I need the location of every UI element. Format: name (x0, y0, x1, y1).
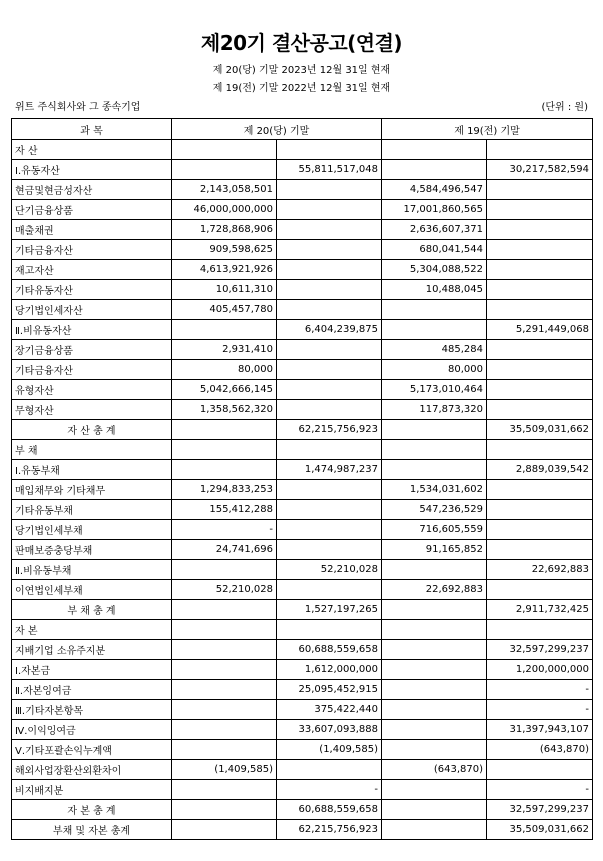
current-detail-value: 2,143,058,501 (172, 180, 277, 200)
table-row (12, 160, 593, 180)
current-subtotal-value (277, 260, 382, 280)
period-current: 제 20(당) 기말 2023년 12월 31일 현재 (212, 65, 391, 76)
current-detail-value (172, 800, 277, 820)
account-name: 현금및현금성자산 (12, 180, 172, 200)
prior-subtotal-value (487, 540, 593, 560)
prior-detail-value: 22,692,883 (382, 580, 487, 600)
prior-subtotal-value (487, 440, 593, 460)
table-row (12, 540, 593, 560)
account-name: 재고자산 (12, 260, 172, 280)
prior-detail-value: 5,173,010,464 (382, 380, 487, 400)
prior-detail-value (382, 160, 487, 180)
table-row (12, 200, 593, 220)
account-name: Ⅱ.비유동자산 (12, 320, 172, 340)
current-subtotal-value (277, 620, 382, 640)
current-subtotal-value: 62,215,756,923 (277, 420, 382, 440)
table-row (12, 340, 593, 360)
account-name: 무형자산 (12, 400, 172, 420)
prior-subtotal-value (487, 300, 593, 320)
account-name: 단기금융상품 (12, 200, 172, 220)
table-row (12, 280, 593, 300)
prior-subtotal-value: - (487, 700, 593, 720)
prior-subtotal-value: 30,217,582,594 (487, 160, 593, 180)
table-row (12, 300, 593, 320)
prior-subtotal-value: 5,291,449,068 (487, 320, 593, 340)
prior-detail-value (382, 320, 487, 340)
current-subtotal-value: 1,474,987,237 (277, 460, 382, 480)
table-row (12, 400, 593, 420)
prior-subtotal-value: - (487, 780, 593, 800)
prior-detail-value (382, 420, 487, 440)
prior-subtotal-value (487, 220, 593, 240)
current-subtotal-value (277, 540, 382, 560)
table-body (12, 140, 593, 840)
prior-subtotal-value: 22,692,883 (487, 560, 593, 580)
current-detail-value (172, 720, 277, 740)
current-subtotal-value: 60,688,559,658 (277, 640, 382, 660)
current-detail-value: 52,210,028 (172, 580, 277, 600)
account-name: 기타금융자산 (12, 360, 172, 380)
header-current-period: 제 20(당) 기말 (172, 119, 382, 140)
prior-subtotal-value (487, 180, 593, 200)
account-name: 장기금융상품 (12, 340, 172, 360)
prior-detail-value (382, 640, 487, 660)
account-name: Ⅲ.기타자본항목 (12, 700, 172, 720)
prior-subtotal-value (487, 360, 593, 380)
current-detail-value: 1,358,562,320 (172, 400, 277, 420)
prior-detail-value: 1,534,031,602 (382, 480, 487, 500)
account-name: 기타유동자산 (12, 280, 172, 300)
current-subtotal-value (277, 440, 382, 460)
current-detail-value (172, 680, 277, 700)
account-name: 당기법인세부채 (12, 520, 172, 540)
prior-detail-value: 5,304,088,522 (382, 260, 487, 280)
current-detail-value: (1,409,585) (172, 760, 277, 780)
prior-detail-value: 91,165,852 (382, 540, 487, 560)
table-row (12, 740, 593, 760)
account-name: Ⅱ.자본잉여금 (12, 680, 172, 700)
current-detail-value: 80,000 (172, 360, 277, 380)
current-subtotal-value (277, 240, 382, 260)
prior-subtotal-value: 31,397,943,107 (487, 720, 593, 740)
current-detail-value: 155,412,288 (172, 500, 277, 520)
current-subtotal-value (277, 520, 382, 540)
current-subtotal-value: 1,612,000,000 (277, 660, 382, 680)
prior-detail-value: 10,488,045 (382, 280, 487, 300)
prior-subtotal-value: 32,597,299,237 (487, 640, 593, 660)
table-row (12, 560, 593, 580)
prior-detail-value: 80,000 (382, 360, 487, 380)
account-name: Ⅳ.이익잉여금 (12, 720, 172, 740)
account-name: 유형자산 (12, 380, 172, 400)
account-name: Ⅴ.기타포괄손익누계액 (12, 740, 172, 760)
account-name: 기타유동부채 (12, 500, 172, 520)
current-detail-value: 10,611,310 (172, 280, 277, 300)
table-row (12, 360, 593, 380)
current-detail-value: 405,457,780 (172, 300, 277, 320)
current-subtotal-value (277, 760, 382, 780)
current-detail-value (172, 420, 277, 440)
table-row (12, 580, 593, 600)
prior-subtotal-value (487, 240, 593, 260)
current-detail-value: 1,294,833,253 (172, 480, 277, 500)
prior-detail-value: 547,236,529 (382, 500, 487, 520)
prior-detail-value (382, 560, 487, 580)
current-detail-value (172, 740, 277, 760)
prior-detail-value (382, 820, 487, 840)
account-name: 자 산 (12, 140, 172, 160)
current-subtotal-value: 33,607,093,888 (277, 720, 382, 740)
current-detail-value: 46,000,000,000 (172, 200, 277, 220)
account-name: 이연법인세부채 (12, 580, 172, 600)
current-subtotal-value (277, 300, 382, 320)
table-row (12, 240, 593, 260)
current-subtotal-value: - (277, 780, 382, 800)
current-detail-value (172, 700, 277, 720)
current-subtotal-value (277, 340, 382, 360)
account-name: 판매보증충당부채 (12, 540, 172, 560)
document-title: 제20기 결산공고(연결) (200, 31, 403, 55)
table-row (12, 700, 593, 720)
current-subtotal-value: (1,409,585) (277, 740, 382, 760)
current-detail-value: 24,741,696 (172, 540, 277, 560)
current-subtotal-value: 60,688,559,658 (277, 800, 382, 820)
current-subtotal-value (277, 280, 382, 300)
current-detail-value (172, 560, 277, 580)
current-detail-value (172, 460, 277, 480)
account-name: 기타금융자산 (12, 240, 172, 260)
current-subtotal-value (277, 580, 382, 600)
prior-detail-value (382, 620, 487, 640)
account-name: 매입채무와 기타채무 (12, 480, 172, 500)
prior-detail-value: (643,870) (382, 760, 487, 780)
balance-sheet-table (11, 118, 593, 840)
prior-detail-value (382, 800, 487, 820)
current-detail-value (172, 640, 277, 660)
prior-subtotal-value (487, 580, 593, 600)
account-name: Ⅰ.자본금 (12, 660, 172, 680)
prior-detail-value (382, 660, 487, 680)
table-row (12, 260, 593, 280)
current-subtotal-value (277, 200, 382, 220)
current-subtotal-value (277, 480, 382, 500)
prior-detail-value: 2,636,607,371 (382, 220, 487, 240)
current-detail-value (172, 140, 277, 160)
current-subtotal-value (277, 400, 382, 420)
prior-subtotal-value (487, 140, 593, 160)
current-detail-value: 4,613,921,926 (172, 260, 277, 280)
current-detail-value (172, 600, 277, 620)
table-row (12, 640, 593, 660)
account-name: Ⅱ.비유동부채 (12, 560, 172, 580)
prior-subtotal-value: - (487, 680, 593, 700)
table-row (12, 820, 593, 840)
period-prior: 제 19(전) 기말 2022년 12월 31일 현재 (212, 83, 391, 94)
table-row (12, 600, 593, 620)
prior-detail-value (382, 600, 487, 620)
table-row (12, 380, 593, 400)
current-detail-value (172, 780, 277, 800)
current-subtotal-value (277, 360, 382, 380)
table-row (12, 220, 593, 240)
prior-detail-value (382, 440, 487, 460)
account-name: 자 본 총 계 (12, 800, 172, 820)
prior-detail-value (382, 680, 487, 700)
table-row (12, 760, 593, 780)
prior-subtotal-value (487, 620, 593, 640)
account-name: 매출채권 (12, 220, 172, 240)
current-detail-value (172, 620, 277, 640)
current-detail-value (172, 320, 277, 340)
current-subtotal-value (277, 500, 382, 520)
prior-subtotal-value: 32,597,299,237 (487, 800, 593, 820)
prior-subtotal-value (487, 380, 593, 400)
current-subtotal-value: 1,527,197,265 (277, 600, 382, 620)
table-row (12, 140, 593, 160)
prior-detail-value: 716,605,559 (382, 520, 487, 540)
table-row (12, 460, 593, 480)
table-row (12, 720, 593, 740)
current-detail-value: 1,728,868,906 (172, 220, 277, 240)
prior-detail-value (382, 140, 487, 160)
current-subtotal-value: 55,811,517,048 (277, 160, 382, 180)
account-name: 부 채 총 계 (12, 600, 172, 620)
current-detail-value (172, 660, 277, 680)
prior-detail-value (382, 720, 487, 740)
table-row (12, 660, 593, 680)
table-row (12, 500, 593, 520)
current-subtotal-value (277, 220, 382, 240)
prior-detail-value (382, 780, 487, 800)
unit-label: (단위 : 원) (541, 102, 588, 113)
prior-subtotal-value (487, 400, 593, 420)
account-name: 부채 및 자본 총계 (12, 820, 172, 840)
table-row (12, 440, 593, 460)
table-header-row (12, 119, 593, 140)
prior-subtotal-value (487, 340, 593, 360)
current-subtotal-value: 62,215,756,923 (277, 820, 382, 840)
prior-subtotal-value (487, 500, 593, 520)
account-name: 자 본 (12, 620, 172, 640)
prior-subtotal-value: (643,870) (487, 740, 593, 760)
current-detail-value (172, 440, 277, 460)
current-subtotal-value: 52,210,028 (277, 560, 382, 580)
account-name: Ⅰ.유동자산 (12, 160, 172, 180)
prior-detail-value: 117,873,320 (382, 400, 487, 420)
prior-detail-value (382, 300, 487, 320)
current-detail-value (172, 820, 277, 840)
prior-detail-value: 485,284 (382, 340, 487, 360)
prior-subtotal-value: 35,509,031,662 (487, 420, 593, 440)
current-subtotal-value (277, 180, 382, 200)
current-detail-value: 909,598,625 (172, 240, 277, 260)
prior-subtotal-value: 2,889,039,542 (487, 460, 593, 480)
prior-subtotal-value (487, 280, 593, 300)
prior-subtotal-value: 1,200,000,000 (487, 660, 593, 680)
prior-subtotal-value (487, 260, 593, 280)
table-row (12, 680, 593, 700)
current-detail-value: 5,042,666,145 (172, 380, 277, 400)
account-name: 해외사업장환산외환차이 (12, 760, 172, 780)
table-row (12, 780, 593, 800)
current-subtotal-value (277, 140, 382, 160)
prior-subtotal-value (487, 760, 593, 780)
prior-detail-value (382, 460, 487, 480)
company-name: 위트 주식회사와 그 종속기업 (15, 102, 141, 113)
prior-detail-value: 17,001,860,565 (382, 200, 487, 220)
table-row (12, 480, 593, 500)
current-subtotal-value: 6,404,239,875 (277, 320, 382, 340)
table-row (12, 520, 593, 540)
prior-detail-value: 680,041,544 (382, 240, 487, 260)
prior-subtotal-value: 2,911,732,425 (487, 600, 593, 620)
current-detail-value: 2,931,410 (172, 340, 277, 360)
current-subtotal-value (277, 380, 382, 400)
header-account: 과 목 (12, 119, 172, 140)
current-subtotal-value: 25,095,452,915 (277, 680, 382, 700)
prior-subtotal-value (487, 480, 593, 500)
header-prior-period: 제 19(전) 기말 (382, 119, 593, 140)
prior-subtotal-value (487, 520, 593, 540)
table-row (12, 800, 593, 820)
current-detail-value (172, 160, 277, 180)
account-name: 부 채 (12, 440, 172, 460)
current-detail-value: - (172, 520, 277, 540)
account-name: 비지배지분 (12, 780, 172, 800)
current-subtotal-value: 375,422,440 (277, 700, 382, 720)
account-name: 자 산 총 계 (12, 420, 172, 440)
prior-detail-value: 4,584,496,547 (382, 180, 487, 200)
prior-detail-value (382, 740, 487, 760)
account-name: 지배기업 소유주지분 (12, 640, 172, 660)
table-row (12, 320, 593, 340)
table-row (12, 420, 593, 440)
prior-subtotal-value: 35,509,031,662 (487, 820, 593, 840)
account-name: Ⅰ.유동부채 (12, 460, 172, 480)
table-row (12, 180, 593, 200)
prior-subtotal-value (487, 200, 593, 220)
account-name: 당기법인세자산 (12, 300, 172, 320)
table-row (12, 620, 593, 640)
prior-detail-value (382, 700, 487, 720)
